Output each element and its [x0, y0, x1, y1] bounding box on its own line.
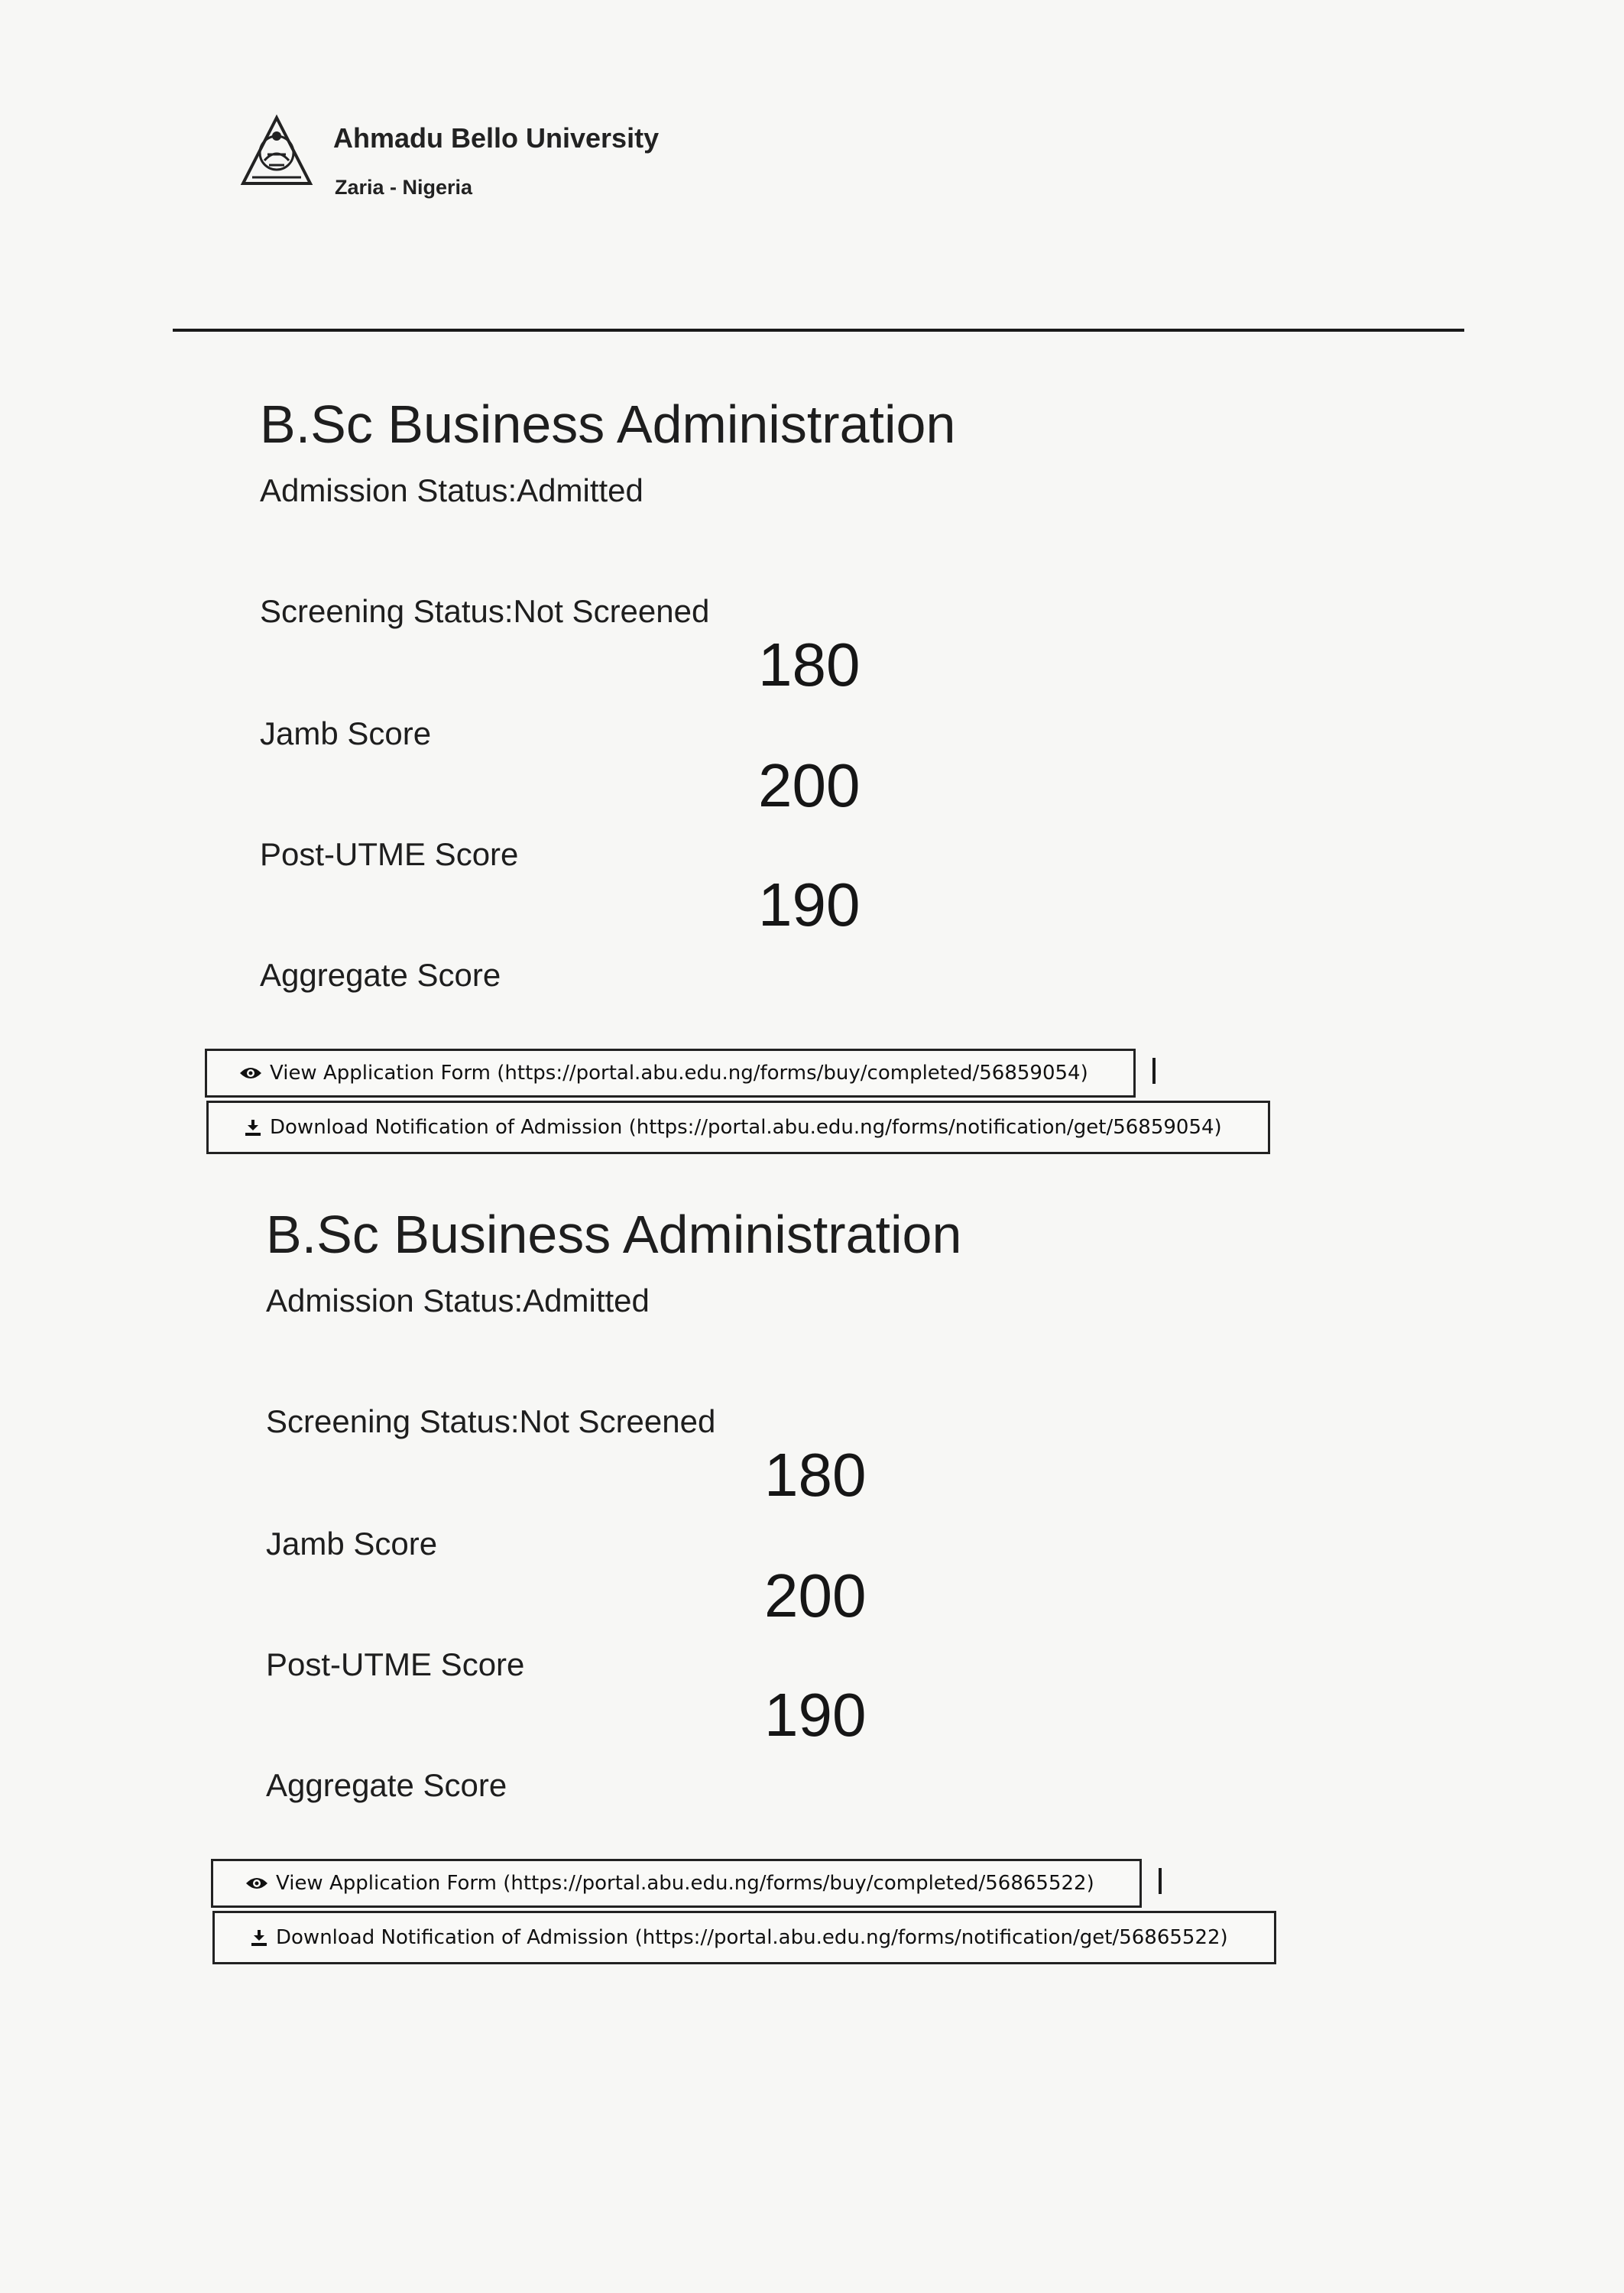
aggregate-score-value: 190 — [758, 871, 861, 939]
jamb-score-value: 180 — [758, 631, 861, 699]
download-notification-label: Download Notification of Admission (https://portal.abu.edu.ng/forms/notification/get/56865522) — [276, 1926, 1228, 1949]
screening-status: Screening Status:Not Screened — [266, 1403, 716, 1439]
aggregate-score-value: 190 — [764, 1681, 867, 1749]
jamb-score-label: Jamb Score — [260, 715, 432, 751]
download-notification-label: Download Notification of Admission (https://portal.abu.edu.ng/forms/notification/get/56859054) — [270, 1116, 1222, 1139]
download-icon — [250, 1928, 268, 1947]
eye-icon — [245, 1876, 268, 1891]
screening-status: Screening Status:Not Screened — [260, 593, 710, 629]
post-utme-score-label: Post-UTME Score — [266, 1646, 525, 1682]
aggregate-score-label: Aggregate Score — [260, 957, 501, 993]
download-notification-button[interactable] — [212, 1911, 1276, 1964]
admission-record — [0, 0, 1624, 1139]
university-name: Ahmadu Bello University — [333, 122, 660, 154]
view-application-form-label: View Application Form (https://portal.abu.edu.ng/forms/buy/completed/56859054) — [270, 1062, 1088, 1085]
aggregate-score-label: Aggregate Score — [266, 1767, 507, 1803]
programme-title: B.Sc Business Administration — [260, 394, 956, 454]
view-application-form-label: View Application Form (https://portal.abu.edu.ng/forms/buy/completed/56865522) — [276, 1872, 1094, 1895]
view-application-form-button[interactable] — [211, 1859, 1142, 1908]
jamb-score-value: 180 — [764, 1441, 867, 1509]
university-location: Zaria - Nigeria — [335, 176, 473, 199]
admission-status: Admission Status:Admitted — [260, 472, 643, 508]
text-cursor — [1159, 1868, 1162, 1894]
post-utme-score-value: 200 — [764, 1562, 867, 1630]
post-utme-score-value: 200 — [758, 751, 861, 819]
jamb-score-label: Jamb Score — [266, 1526, 438, 1562]
admission-record — [6, 810, 1624, 1949]
programme-title: B.Sc Business Administration — [266, 1205, 962, 1264]
post-utme-score-label: Post-UTME Score — [260, 836, 519, 872]
admission-status: Admission Status:Admitted — [266, 1283, 650, 1318]
